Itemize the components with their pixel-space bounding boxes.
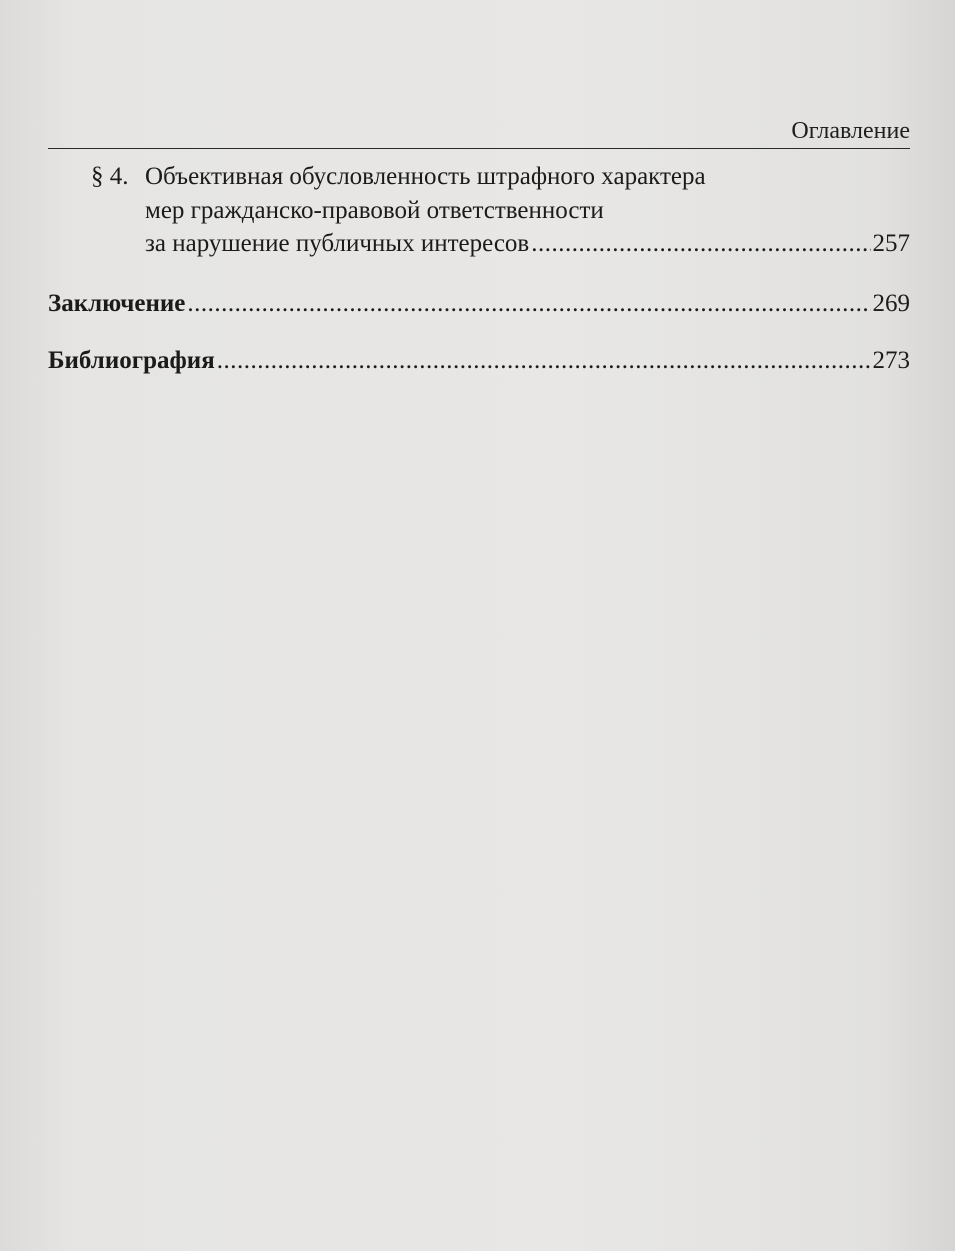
- page-number: 257: [872, 230, 910, 257]
- running-head: [48, 118, 910, 149]
- dot-leader: [531, 227, 870, 261]
- page-number: 269: [872, 289, 910, 317]
- section-title-line-3: за нарушение публичных интересов: [145, 230, 530, 257]
- section-title-last-line: [145, 227, 910, 261]
- toc-entry-section-4: [48, 160, 910, 261]
- conclusion-line: [48, 287, 910, 321]
- dot-leader: [217, 344, 871, 378]
- bibliography-line: [48, 344, 910, 378]
- bibliography-title: Библиография: [48, 347, 215, 374]
- section-title-line-1: Объективная обусловленность штрафного характера: [145, 163, 706, 190]
- section-number: § 4.: [91, 163, 129, 190]
- table-of-contents: [48, 160, 910, 378]
- toc-entry-bibliography: [48, 344, 910, 378]
- toc-entry-conclusion: [48, 287, 910, 321]
- dot-leader: [187, 287, 870, 321]
- page-number: 273: [872, 347, 910, 374]
- section-title-line-2: мер гражданско-правовой ответственности: [145, 196, 604, 224]
- running-head-title: Оглавление: [791, 118, 910, 144]
- conclusion-title: Заключение: [48, 289, 186, 317]
